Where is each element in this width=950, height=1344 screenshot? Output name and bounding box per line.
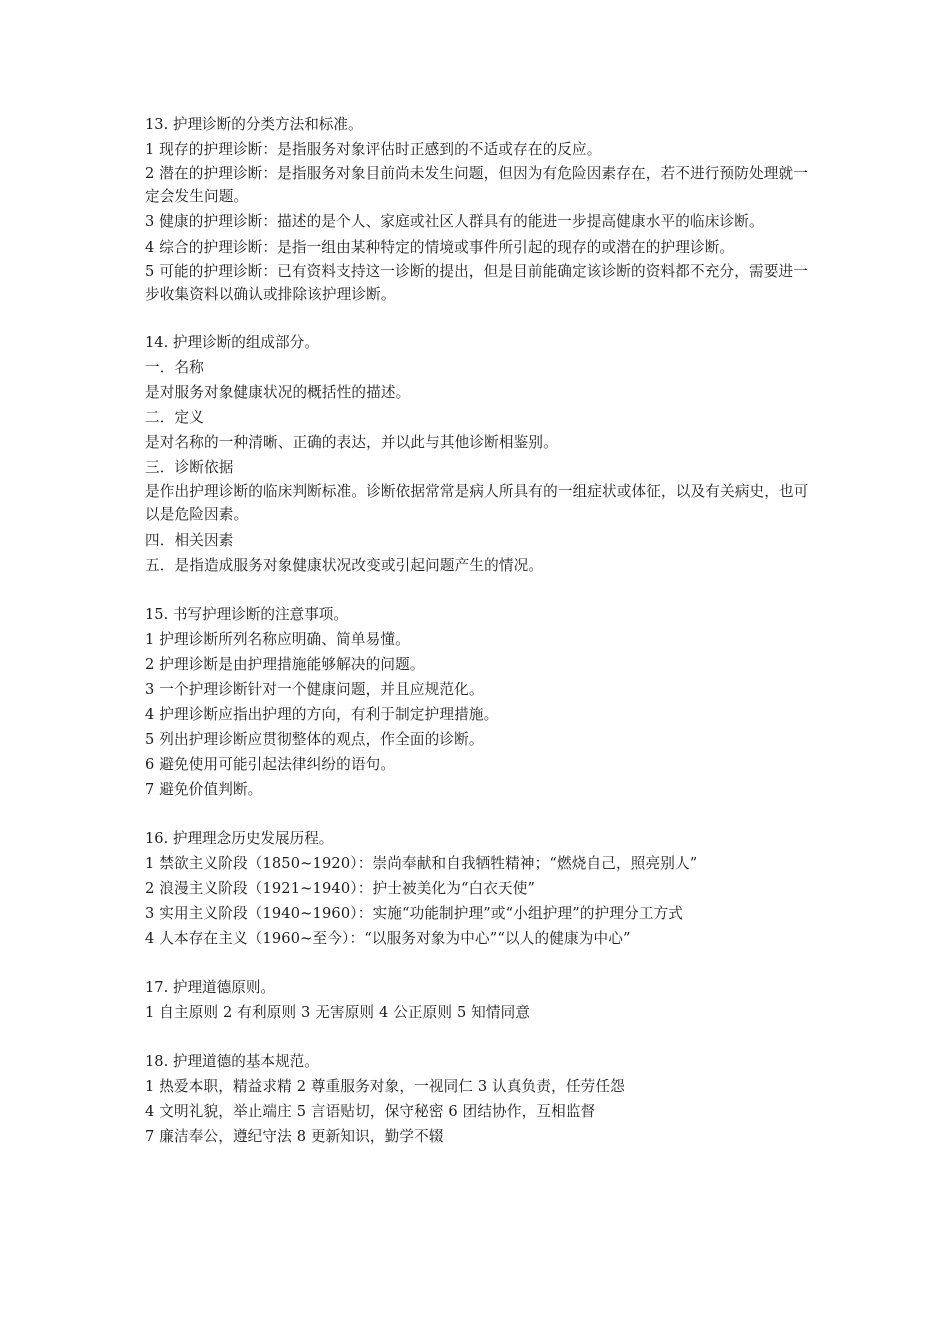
document-page <box>145 112 810 1173</box>
paragraph: 是对名称的一种清晰、正确的表达，并以此与其他诊断相鉴别。 <box>145 434 558 451</box>
section-title: 17. 护理道德原则。 <box>145 979 276 996</box>
paragraph: 五．是指造成服务对象健康状况改变或引起问题产生的情况。 <box>145 557 544 574</box>
paragraph: 2 潜在的护理诊断：是指服务对象目前尚未发生问题，但因为有危险因素存在，若不进行预防处理就一定会发生问题。 <box>145 165 808 205</box>
paragraph: 1 现存的护理诊断：是指服务对象评估时正感到的不适或存在的反应。 <box>145 141 602 158</box>
section-title: 16. 护理理念历史发展历程。 <box>145 830 334 847</box>
section-15 <box>145 602 810 802</box>
list-item: 1 护理诊断所列名称应明确、简单易懂。 <box>145 631 410 648</box>
list-item: 4 文明礼貌，举止端庄 5 言语贴切，保守秘密 6 团结协作，互相监督 <box>145 1103 596 1120</box>
section-title: 18. 护理道德的基本规范。 <box>145 1053 319 1070</box>
list-item: 5 列出护理诊断应贯彻整体的观点，作全面的诊断。 <box>145 731 484 748</box>
section-14 <box>145 330 810 578</box>
subheading: 一．名称 <box>145 359 204 376</box>
section-title: 14. 护理诊断的组成部分。 <box>145 334 319 351</box>
list-item: 6 避免使用可能引起法律纠纷的语句。 <box>145 756 396 773</box>
list-item: 3 实用主义阶段（1940~1960）：实施“功能制护理”或“小组护理”的护理分工方式 <box>145 905 684 922</box>
section-18 <box>145 1049 810 1149</box>
list-item: 4 护理诊断应指出护理的方向，有利于制定护理措施。 <box>145 706 499 723</box>
paragraph: 4 综合的护理诊断：是指一组由某种特定的情境或事件所引起的现存的或潜在的护理诊断。 <box>145 239 735 256</box>
list-item: 1 自主原则 2 有利原则 3 无害原则 4 公正原则 5 知情同意 <box>145 1004 531 1021</box>
list-item: 3 一个护理诊断针对一个健康问题，并且应规范化。 <box>145 681 484 698</box>
section-13 <box>145 112 810 306</box>
subheading: 二．定义 <box>145 409 204 426</box>
paragraph: 是作出护理诊断的临床判断标准。诊断依据常常是病人所具有的一组症状或体征，以及有关病史，也可以是危险因素。 <box>145 483 809 523</box>
list-item: 1 禁欲主义阶段（1850~1920）：崇尚奉献和自我牺牲精神；“燃烧自己，照亮别人” <box>145 855 698 872</box>
list-item: 2 浪漫主义阶段（1921~1940）：护士被美化为“白衣天使” <box>145 880 536 897</box>
list-item: 4 人本存在主义（1960~至今）：“以服务对象为中心”“以人的健康为中心” <box>145 930 631 947</box>
paragraph: 是对服务对象健康状况的概括性的描述。 <box>145 384 411 401</box>
list-item: 7 避免价值判断。 <box>145 781 263 798</box>
section-16 <box>145 826 810 951</box>
section-17 <box>145 975 810 1025</box>
paragraph: 5 可能的护理诊断：已有资料支持这一诊断的提出，但是目前能确定该诊断的资料都不充分，需要进一步收集资料以确认或排除该护理诊断。 <box>145 263 808 303</box>
subheading: 三．诊断依据 <box>145 459 234 476</box>
list-item: 1 热爱本职，精益求精 2 尊重服务对象，一视同仁 3 认真负责，任劳任怨 <box>145 1078 625 1095</box>
paragraph: 3 健康的护理诊断：描述的是个人、家庭或社区人群具有的能进一步提高健康水平的临床诊断。 <box>145 213 764 230</box>
list-item: 7 廉洁奉公，遵纪守法 8 更新知识，勤学不辍 <box>145 1128 444 1145</box>
section-title: 15. 书写护理诊断的注意事项。 <box>145 606 348 623</box>
section-title: 13. 护理诊断的分类方法和标准。 <box>145 116 363 133</box>
list-item: 2 护理诊断是由护理措施能够解决的问题。 <box>145 656 425 673</box>
subheading: 四．相关因素 <box>145 532 234 549</box>
